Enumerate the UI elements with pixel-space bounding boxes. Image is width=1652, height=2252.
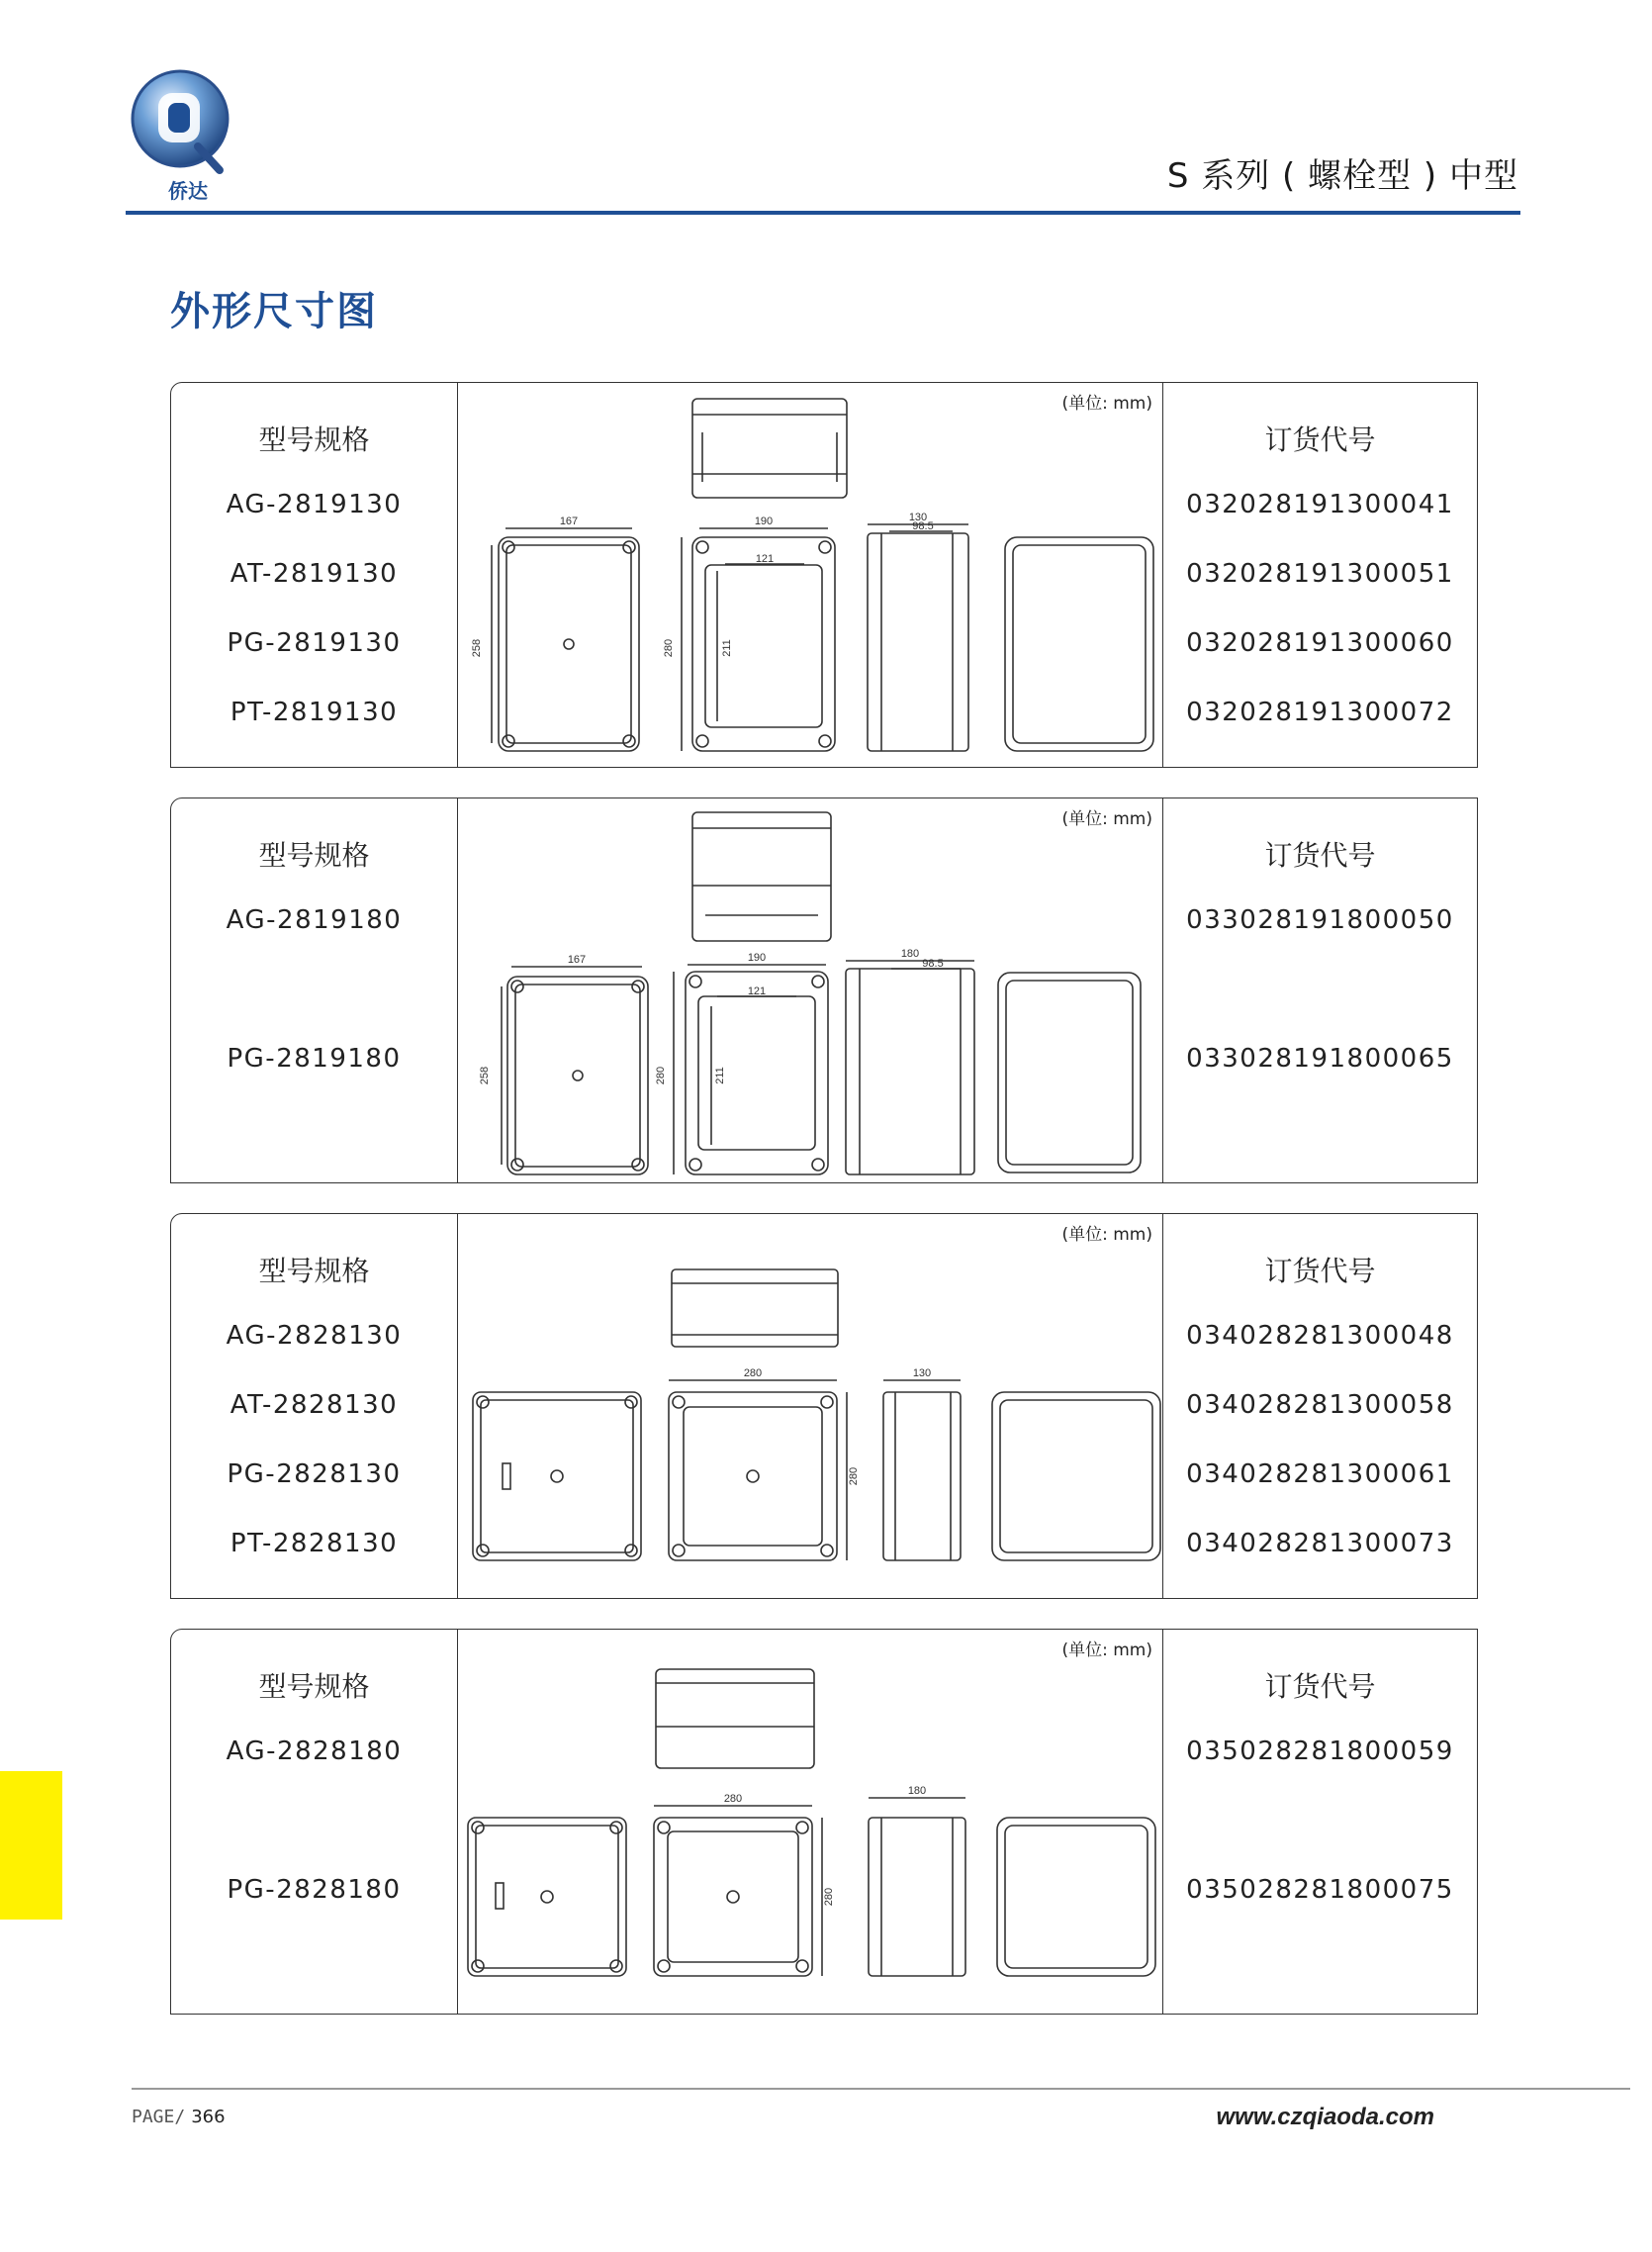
drawing-column: [458, 383, 1164, 767]
dim-outer-height: 280: [655, 1066, 667, 1085]
model-row: PT-2828130: [229, 1529, 399, 1558]
order-code: 033028191800050: [1186, 905, 1454, 935]
order-code: 032028191300060: [1186, 628, 1454, 658]
order-header: 订货代号: [1264, 1670, 1376, 1703]
page-label: PAGE/: [132, 2107, 186, 2127]
dimension-drawing: [458, 383, 1164, 766]
order-code: 032028191300041: [1186, 490, 1454, 519]
dim-depth2: 98.5: [912, 520, 934, 532]
dim-depth: 180: [900, 948, 920, 960]
company-logo: [129, 59, 237, 208]
model-column: [171, 1214, 458, 1598]
model-row: AT-2828130: [229, 1390, 399, 1420]
order-code: 035028281800059: [1186, 1736, 1454, 1766]
dim-depth: 180: [907, 1785, 927, 1797]
model-header: 型号规格: [258, 839, 370, 872]
spec-table-4: [170, 1629, 1478, 2015]
page-number: [132, 2107, 226, 2127]
dim-length: 258: [479, 1066, 491, 1085]
dimension-drawing: [458, 1214, 1164, 1597]
section-title: 外形尺寸图: [170, 289, 378, 334]
order-code-column: [1162, 798, 1477, 1182]
model-row: AG-2828180: [226, 1736, 403, 1766]
drawing-column: [458, 1630, 1164, 2014]
dim-width: 167: [567, 954, 587, 966]
model-row: AT-2819130: [229, 559, 399, 589]
order-header: 订货代号: [1264, 839, 1376, 872]
dim-outer-width: 190: [747, 952, 767, 964]
order-header: 订货代号: [1264, 1255, 1376, 1287]
side-index-tab: [0, 1771, 62, 1920]
drawing-column: [458, 798, 1164, 1182]
order-code: 033028191800065: [1186, 1044, 1454, 1074]
website-url: www.czqiaoda.com: [1216, 2104, 1434, 2130]
dim-inner-height: 211: [721, 639, 733, 657]
dim-width: 167: [559, 516, 579, 527]
dim-length: 258: [471, 638, 483, 658]
model-row: PG-2819130: [227, 628, 402, 658]
dim-inner-height: 211: [714, 1067, 726, 1084]
dim-inner-width: 121: [747, 985, 767, 997]
dim-depth: 130: [912, 1367, 932, 1379]
footer-divider: [132, 2088, 1630, 2090]
unit-label: (单位: mm): [1061, 394, 1152, 414]
order-code: 034028281300058: [1186, 1390, 1454, 1420]
spec-table-3: [170, 1213, 1478, 1599]
order-code: 034028281300073: [1186, 1529, 1454, 1558]
order-code-column: [1162, 1214, 1477, 1598]
dim-outer-width: 280: [743, 1367, 763, 1379]
order-code: 034028281300048: [1186, 1321, 1454, 1351]
order-code: 034028281300061: [1186, 1459, 1454, 1489]
order-code: 035028281800075: [1186, 1875, 1454, 1905]
spec-table-2: [170, 798, 1478, 1183]
dim-outer-width: 190: [754, 516, 774, 527]
dimension-drawing: [458, 1630, 1164, 2013]
spec-table-1: [170, 382, 1478, 768]
logo-text: 侨达: [168, 181, 208, 203]
model-header: 型号规格: [258, 1670, 370, 1703]
order-code-column: [1162, 383, 1477, 767]
drawing-column: [458, 1214, 1164, 1598]
model-column: [171, 383, 458, 767]
unit-label: (单位: mm): [1061, 1641, 1152, 1660]
dim-depth: 130: [908, 512, 928, 523]
dim-depth2: 98.5: [922, 958, 944, 970]
dim-outer-height: 280: [823, 1887, 835, 1907]
unit-label: (单位: mm): [1061, 809, 1152, 829]
model-row: PG-2819180: [227, 1044, 402, 1074]
model-column: [171, 1630, 458, 2014]
header-divider: [126, 211, 1520, 215]
dim-inner-width: 121: [755, 553, 775, 565]
order-code: 032028191300051: [1186, 559, 1454, 589]
model-column: [171, 798, 458, 1182]
order-header: 订货代号: [1264, 423, 1376, 456]
unit-label: (单位: mm): [1061, 1225, 1152, 1245]
page-number-value: 366: [191, 2107, 226, 2127]
dim-outer-height: 280: [848, 1466, 860, 1486]
model-row: AG-2819130: [226, 490, 403, 519]
model-row: AG-2828130: [226, 1321, 403, 1351]
dim-outer-height: 280: [663, 638, 675, 658]
dimension-drawing: [458, 798, 1164, 1181]
model-row: PG-2828130: [227, 1459, 402, 1489]
model-header: 型号规格: [258, 1255, 370, 1287]
model-row: PG-2828180: [227, 1875, 402, 1905]
model-header: 型号规格: [258, 423, 370, 456]
dim-outer-width: 280: [723, 1793, 743, 1805]
order-code-column: [1162, 1630, 1477, 2014]
page-header-title: S 系列 ( 螺栓型 ) 中型: [1166, 156, 1518, 196]
model-row: AG-2819180: [226, 905, 403, 935]
order-code: 032028191300072: [1186, 698, 1454, 727]
model-row: PT-2819130: [229, 698, 399, 727]
